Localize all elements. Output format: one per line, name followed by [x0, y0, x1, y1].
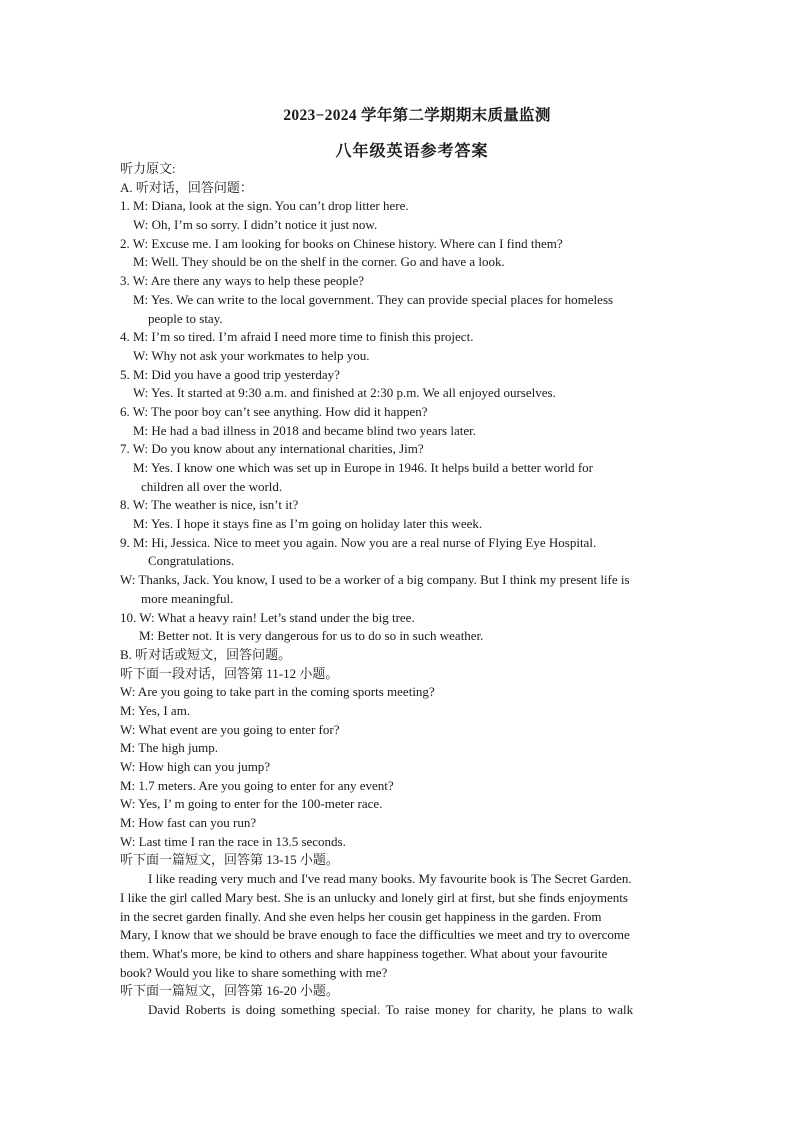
instruction-line: 听下面一篇短文，回答第 16-20 小题。 [120, 983, 339, 999]
dialogue-line: W: What event are you going to enter for? [120, 721, 340, 737]
dialogue-line: W: Are you going to take part in the coming sports meeting? [120, 684, 435, 700]
dialogue-line: M: How fast can you run? [120, 815, 257, 831]
dialogue-line: 7. W: Do you know about any international charities, Jim? [120, 441, 424, 457]
dialogue-line: 1. M: Diana, look at the sign. You can’t drop litter here. [120, 198, 409, 214]
dialogue-line: M: Yes. We can write to the local government. They can provide special places for homeless [133, 291, 614, 307]
passage-line: David Roberts is doing something special. To raise money for charity, he plans to walk [148, 1001, 634, 1017]
passage-line: Mary, I know that we should be brave enough to face the difficulties we meet and try to overcome [120, 927, 630, 943]
passage-line: them. What's more, be kind to others and share happiness together. What about your favourite [120, 945, 608, 961]
document-body [120, 160, 676, 1020]
passage-line: in the secret garden finally. And she even helps her cousin get happiness in the garden. From [120, 908, 602, 924]
dialogue-line: 5. M: Did you have a good trip yesterday? [120, 366, 340, 382]
instruction-line: 听下面一篇短文，回答第 13-15 小题。 [120, 852, 339, 868]
dialogue-line: 2. W: Excuse me. I am looking for books on Chinese history. Where can I find them? [120, 235, 563, 251]
dialogue-line: children all over the world. [141, 478, 283, 494]
dialogue-line: Congratulations. [148, 553, 235, 569]
dialogue-line: M: 1.7 meters. Are you going to enter for any event? [120, 777, 394, 793]
section-heading: B. 听对话或短文，回答问题。 [120, 646, 292, 662]
passage-line: book? Would you like to share something with me? [120, 964, 388, 980]
dialogue-line: 4. M: I’m so tired. I’m afraid I need more time to finish this project. [120, 329, 474, 345]
dialogue-line: W: Last time I ran the race in 13.5 seconds. [120, 833, 346, 849]
dialogue-line: W: Why not ask your workmates to help you. [133, 347, 370, 363]
dialogue-line: W: Yes. It started at 9:30 a.m. and finished at 2:30 p.m. We all enjoyed ourselves. [133, 385, 556, 401]
dialogue-line: 6. W: The poor boy can’t see anything. How did it happen? [120, 403, 428, 419]
document-subtitle: 八年级英语参考答案 [335, 143, 489, 160]
passage-line: I like reading very much and I've read many books. My favourite book is The Secret Garden. [148, 871, 632, 887]
section-heading: 听力原文: [120, 161, 176, 176]
document-title: 2023−2024 学年第二学期期末质量监测 [283, 107, 551, 124]
dialogue-line: W: Yes, I’ m going to enter for the 100-meter race. [120, 796, 383, 812]
dialogue-line: M: The high jump. [120, 740, 218, 756]
dialogue-line: 9. M: Hi, Jessica. Nice to meet you again. Now you are a real nurse of Flying Eye Hospital. [120, 534, 597, 550]
dialogue-line: 8. W: The weather is nice, isn’t it? [120, 497, 299, 513]
instruction-line: 听下面一段对话，回答第 11-12 小题。 [120, 665, 339, 681]
dialogue-line: people to stay. [148, 310, 223, 326]
dialogue-line: M: He had a bad illness in 2018 and became blind two years later. [133, 422, 476, 438]
section-heading: A. 听对话，回答问题： [120, 179, 253, 195]
dialogue-line: M: Better not. It is very dangerous for us to do so in such weather. [139, 628, 484, 644]
dialogue-line: W: How high can you jump? [120, 759, 271, 774]
dialogue-line: M: Yes, I am. [120, 702, 191, 718]
dialogue-line: W: Thanks, Jack. You know, I used to be a worker of a big company. But I think my present life is [120, 572, 630, 588]
dialogue-line: M: Yes. I know one which was set up in Europe in 1946. It helps build a better world for [133, 460, 593, 475]
dialogue-line: M: Yes. I hope it stays fine as I’m going on holiday later this week. [133, 516, 483, 532]
passage-line: I like the girl called Mary best. She is an unlucky and lonely girl at first, but she finds enjoyments [120, 889, 628, 905]
dialogue-line: more meaningful. [141, 590, 234, 606]
dialogue-line: W: Oh, I’m so sorry. I didn’t notice it just now. [133, 217, 378, 233]
dialogue-line: 3. W: Are there any ways to help these people? [120, 273, 365, 289]
dialogue-line: 10. W: What a heavy rain! Let’s stand under the big tree. [120, 609, 415, 625]
dialogue-line: M: Well. They should be on the shelf in the corner. Go and have a look. [133, 254, 505, 270]
